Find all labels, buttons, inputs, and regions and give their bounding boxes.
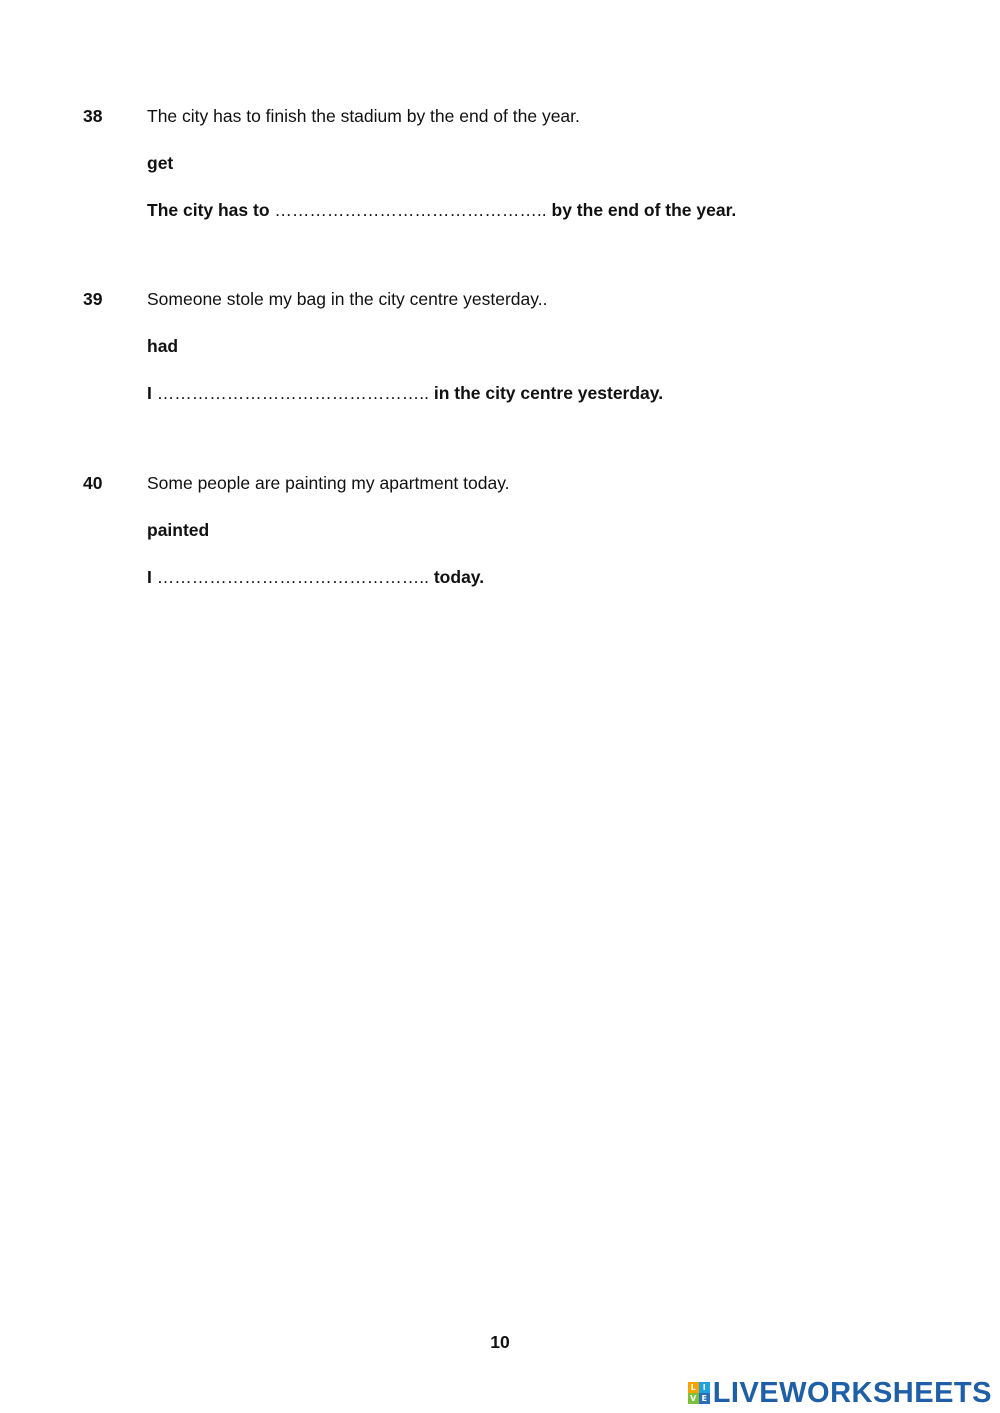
liveworksheets-watermark bbox=[688, 1377, 992, 1409]
answer-gap[interactable]: ……………………………………….. bbox=[156, 383, 429, 403]
answer-prefix: The city has to bbox=[147, 200, 270, 220]
answer-gap[interactable]: ……………………………………….. bbox=[274, 200, 547, 220]
logo-letter: L bbox=[688, 1382, 699, 1393]
liveworksheets-logo-icon bbox=[688, 1382, 710, 1404]
answer-prefix: I bbox=[147, 383, 152, 403]
answer-line bbox=[147, 382, 663, 404]
question-sentence: Someone stole my bag in the city centre yesterday.. bbox=[147, 289, 548, 309]
answer-suffix: today. bbox=[433, 567, 485, 587]
logo-letter: I bbox=[699, 1382, 710, 1393]
logo-letter: V bbox=[688, 1393, 699, 1404]
answer-suffix: by the end of the year. bbox=[551, 200, 737, 220]
answer-line bbox=[147, 199, 736, 221]
question-keyword: had bbox=[147, 336, 179, 356]
page-number: 10 bbox=[490, 1332, 510, 1352]
answer-prefix: I bbox=[147, 567, 152, 587]
answer-line bbox=[147, 566, 484, 588]
question-sentence: Some people are painting my apartment today. bbox=[147, 473, 510, 493]
question-sentence: The city has to finish the stadium by the end of the year. bbox=[147, 106, 580, 126]
answer-suffix: in the city centre yesterday. bbox=[433, 383, 664, 403]
answer-gap[interactable]: ……………………………………….. bbox=[156, 567, 429, 587]
question-number: 40 bbox=[83, 473, 103, 493]
question-keyword: get bbox=[147, 153, 174, 173]
question-keyword: painted bbox=[147, 520, 210, 540]
question-number: 39 bbox=[83, 289, 103, 309]
logo-letter: E bbox=[699, 1393, 710, 1404]
question-number: 38 bbox=[83, 106, 103, 126]
watermark-text: LIVEWORKSHEETS bbox=[712, 1377, 992, 1409]
